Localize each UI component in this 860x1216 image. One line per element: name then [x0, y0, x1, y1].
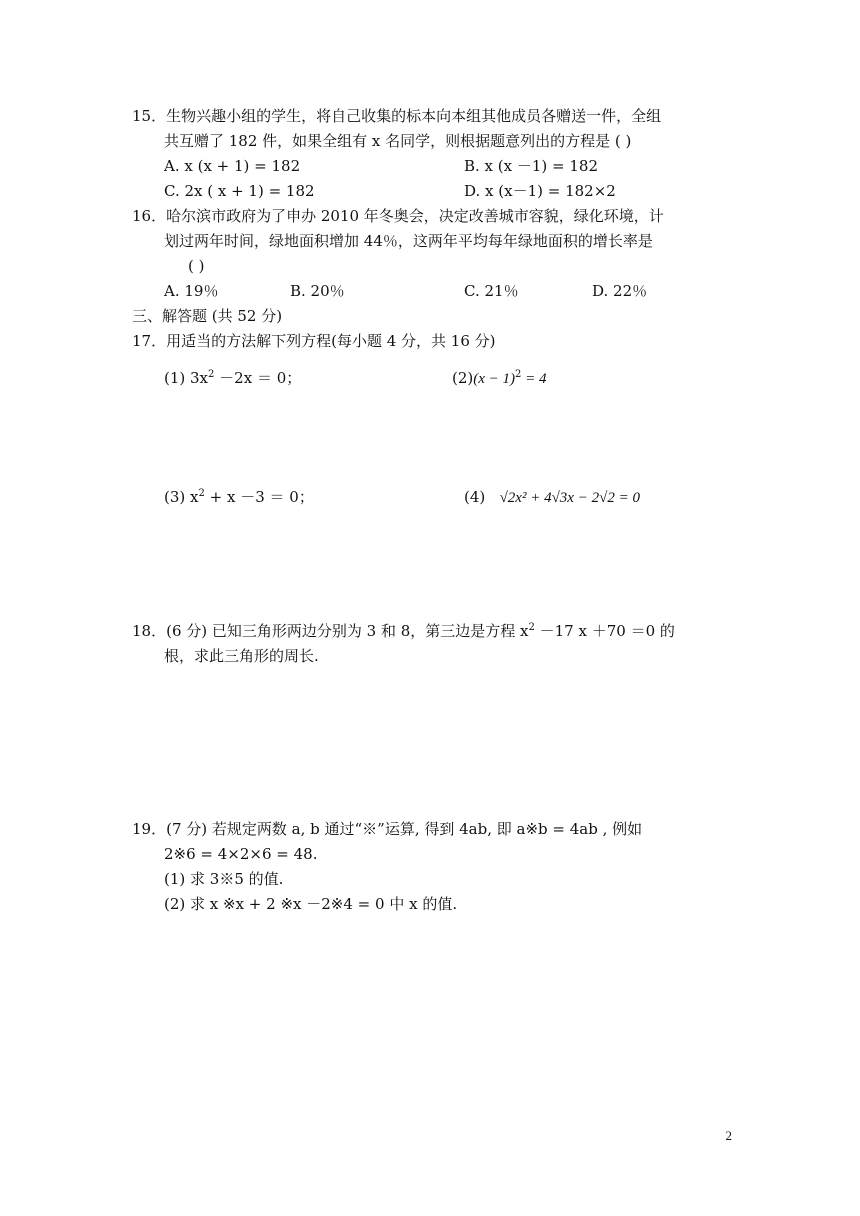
q17-problem-1	[164, 367, 301, 389]
q16-option-b: B. 20％	[290, 282, 345, 300]
q15-option-d: D. x (x－1) = 182×2	[464, 182, 616, 200]
q16-option-d: D. 22％	[592, 282, 648, 300]
q17-title: 17．用适当的方法解下列方程(每小题 4 分，共 16 分)	[132, 332, 496, 350]
q19-line1: 19．(7 分) 若规定两数 a, b 通过“※”运算, 得到 4ab, 即 a※b = 4ab , 例如	[132, 820, 643, 838]
q17-problem-3	[164, 486, 314, 508]
q17-p1-rest: －2x ＝ 0；	[214, 369, 302, 387]
section-3-heading: 三、解答题 (共 52 分)	[132, 307, 283, 325]
q19-line2: 2※6 = 4×2×6 = 48.	[164, 845, 318, 863]
q18-exponent: 2	[528, 622, 535, 633]
q17-problem-4	[464, 486, 640, 509]
q16-line2: 划过两年时间，绿地面积增加 44％，这两年平均每年绿地面积的增长率是	[164, 232, 653, 250]
q16-option-c: C. 21％	[464, 282, 519, 300]
q17-p2-label: (2)	[452, 369, 474, 387]
q17-p4-label: (4)	[464, 488, 486, 506]
q19-sub-1: (1) 求 3※5 的值.	[164, 870, 284, 888]
page-number: 2	[725, 1128, 732, 1143]
q19-sub-2: (2) 求 x ※x + 2 ※x －2※4 = 0 中 x 的值.	[164, 895, 458, 913]
q18-line1-a: 18．(6 分) 已知三角形两边分别为 3 和 8，第三边是方程 x	[132, 622, 529, 640]
q17-p3-rest: + x －3 ＝ 0；	[204, 488, 314, 506]
q15-option-c: C. 2x ( x + 1) = 182	[164, 182, 315, 200]
q16-option-a: A. 19％	[164, 282, 219, 300]
q17-p3-label: (3) x	[164, 488, 199, 506]
q18-line1	[132, 620, 675, 642]
q17-p2-rest: = 4	[521, 371, 547, 387]
q15-line1: 15．生物兴趣小组的学生，将自己收集的标本向本组其他成员各赠送一件，全组	[132, 107, 662, 125]
q15-option-a: A. x (x + 1) = 182	[164, 157, 301, 175]
q15-line2: 共互赠了 182 件，如果全组有 x 名同学，则根据题意列出的方程是 ( )	[164, 132, 632, 150]
q17-problem-2	[452, 367, 547, 390]
q17-p4-expr: √2x² + 4√3x − 2√2 = 0	[499, 490, 640, 506]
q17-p1-exponent: 2	[208, 369, 215, 380]
q16-line3: ( )	[188, 257, 205, 275]
q17-p2-exponent: 2	[515, 369, 522, 380]
q16-line1: 16．哈尔滨市政府为了申办 2010 年冬奥会，决定改善城市容貌，绿化环境，计	[132, 207, 664, 225]
q18-line1-b: －17 x ＋70 ＝0 的	[534, 622, 675, 640]
q17-p2-expr: (x − 1)	[473, 371, 516, 387]
q15-option-b: B. x (x －1) = 182	[464, 157, 598, 175]
q17-p1-label: (1) 3x	[164, 369, 209, 387]
q17-p3-exponent: 2	[198, 488, 205, 499]
q18-line2: 根，求此三角形的周长.	[164, 647, 319, 665]
